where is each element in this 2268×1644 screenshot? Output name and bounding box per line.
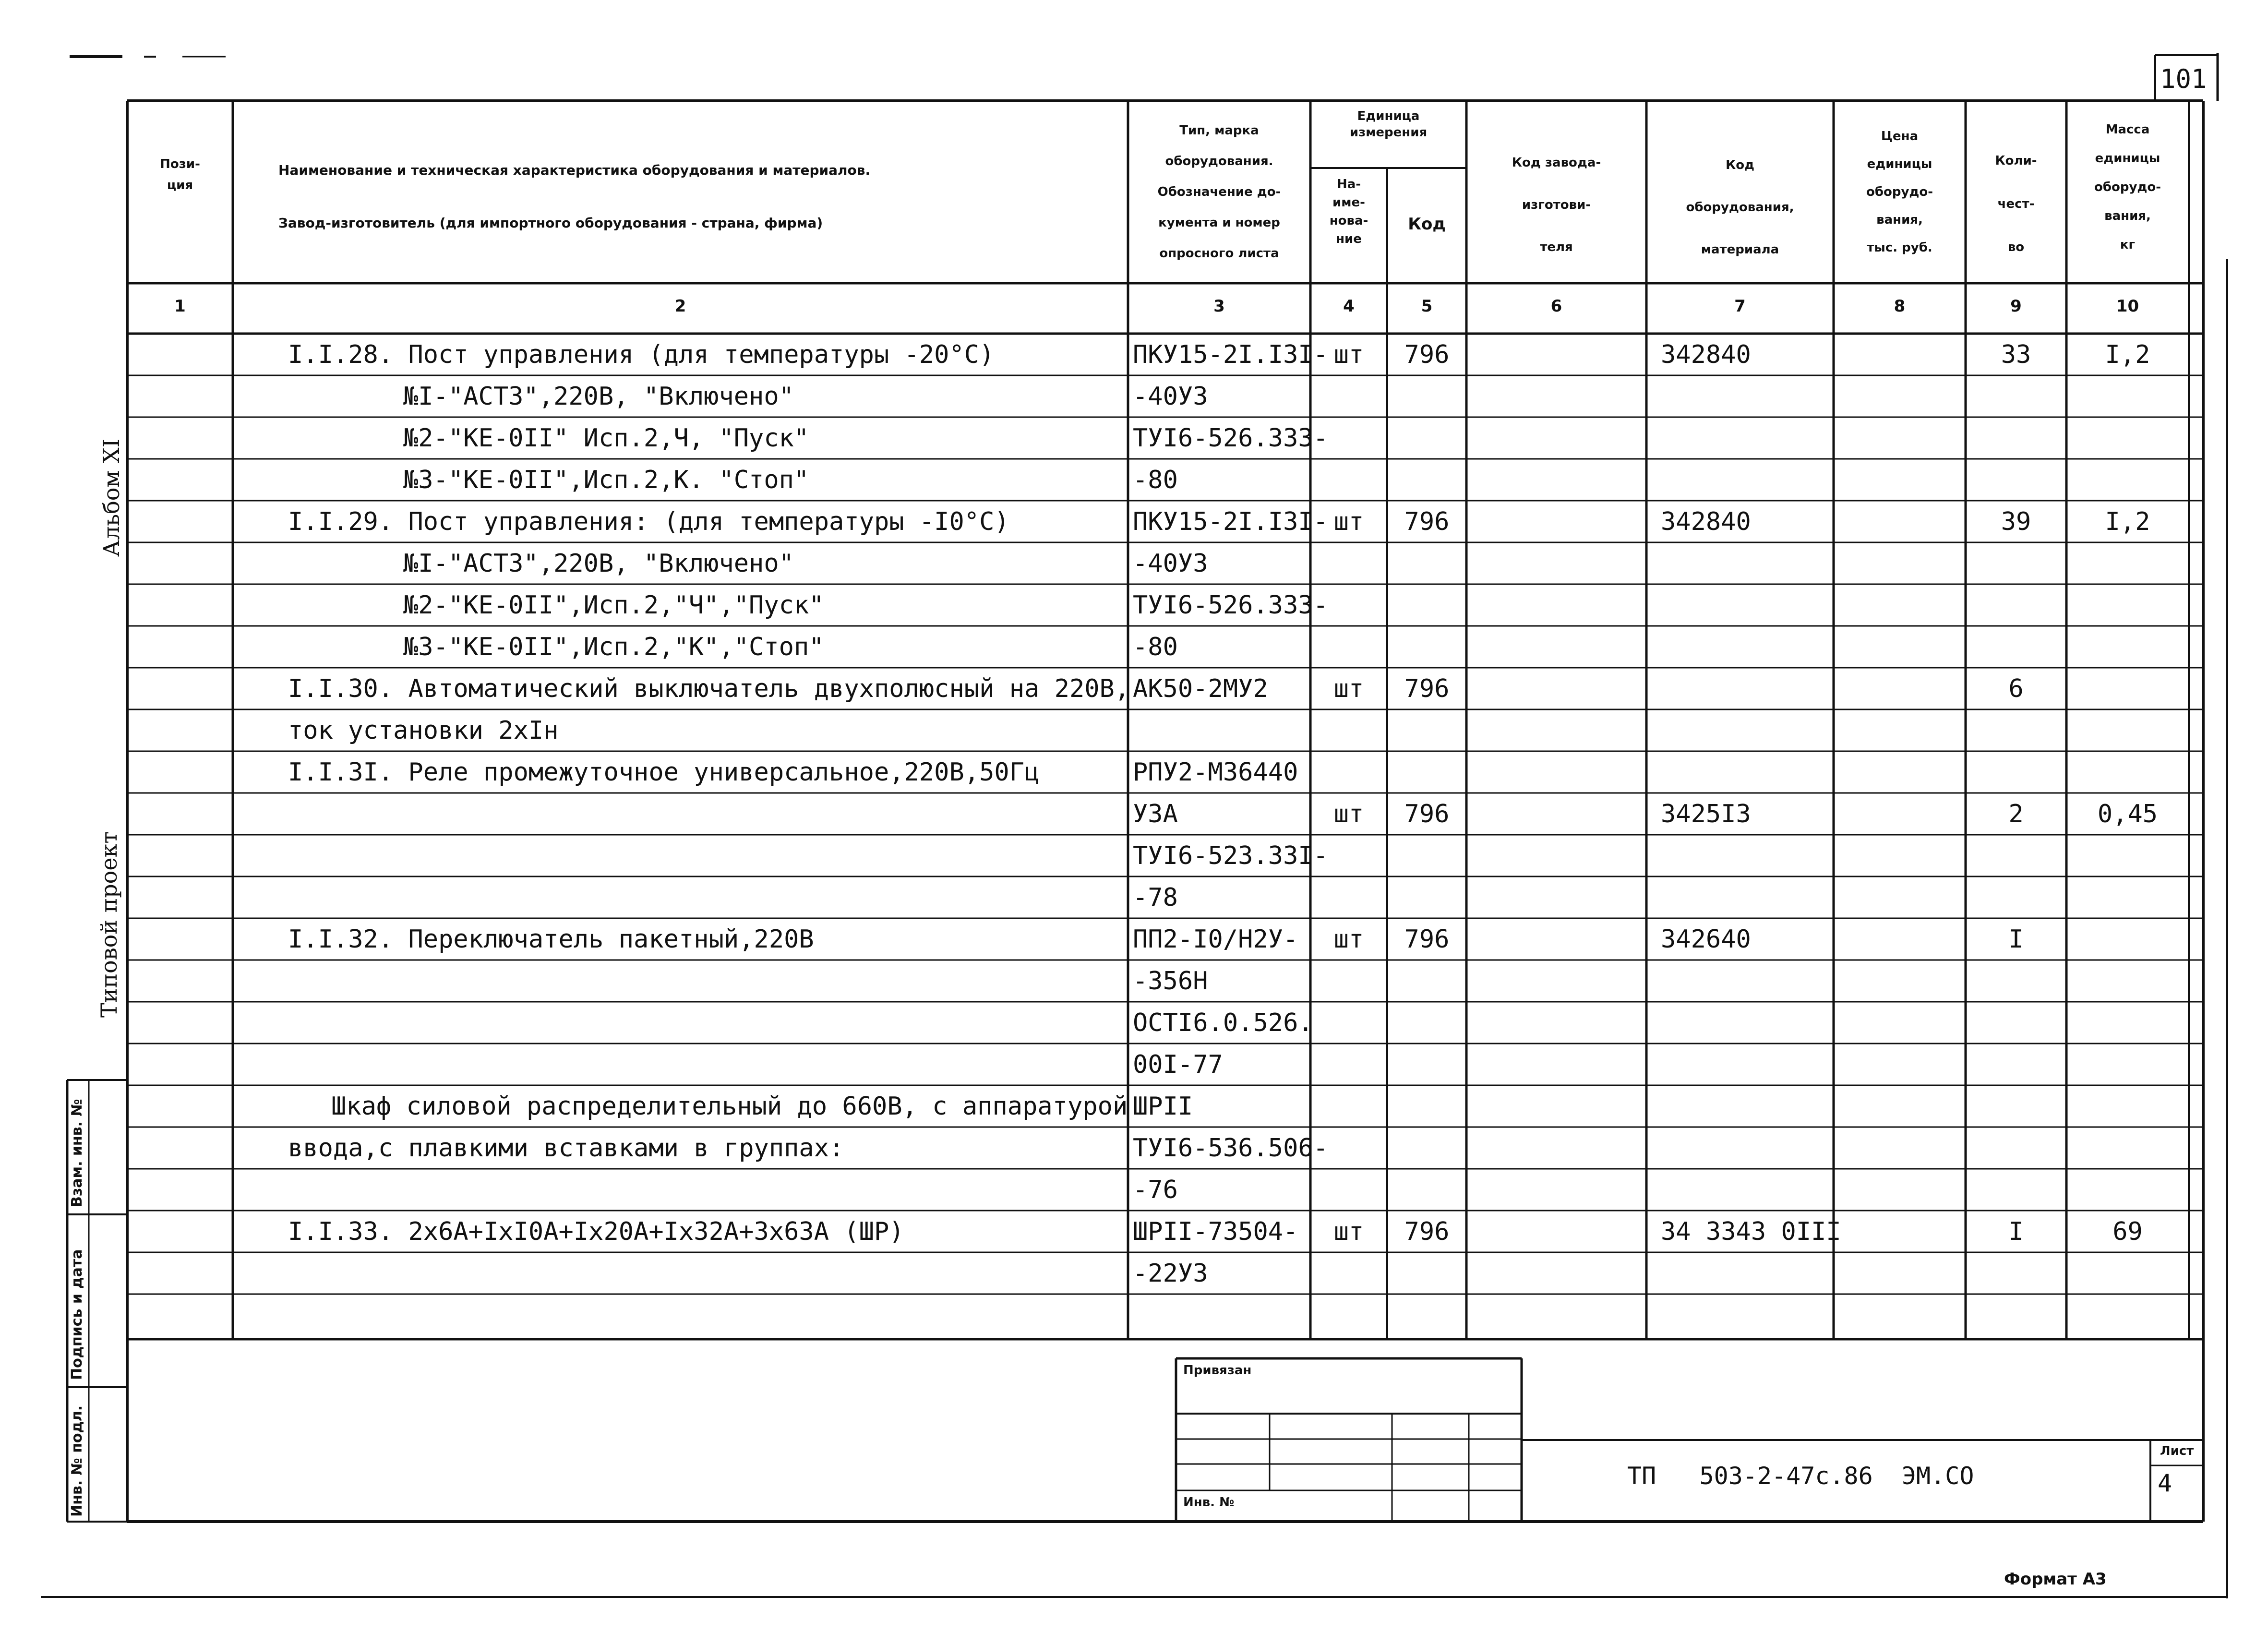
format-label: Формат А3	[2004, 1570, 2107, 1589]
row-unit: шт	[1333, 925, 1364, 954]
row-name: №2-"КЕ-0II",Исп.2,"Ч","Пуск"	[403, 591, 824, 620]
page-number: 101	[2160, 64, 2207, 94]
row-name: I.I.29. Пост управления: (для температуры -I0°С)	[288, 507, 1009, 536]
row-equip: 342840	[1661, 507, 1751, 536]
row-type: -80	[1133, 466, 1178, 494]
header-price: Цена единицы оборудо- вания, тыс. руб.	[1866, 129, 1933, 255]
row-qty: 6	[2008, 674, 2024, 703]
header-factory-code: Код завода- изготови- теля	[1512, 156, 1601, 254]
row-type: -356Н	[1133, 967, 1208, 996]
row-equip: 34 3343 0III	[1661, 1217, 1841, 1246]
row-name: №2-"КЕ-0II" Исп.2,Ч, "Пуск"	[403, 424, 809, 453]
stamp-inv-podl: Инв. № подл.	[69, 1405, 85, 1517]
row-type: -80	[1133, 633, 1178, 661]
row-name: Шкаф силовой распределительный до 660В, с аппаратурой	[331, 1092, 1128, 1121]
row-name: I.I.30. Автоматический выключатель двухполюсный на 220В,	[288, 674, 1130, 703]
column-number: 4	[1343, 297, 1355, 316]
stamp-podpis-data: Подпись и дата	[69, 1249, 85, 1380]
row-equip: 342640	[1661, 925, 1751, 954]
row-type: ШРII-73504-	[1133, 1217, 1298, 1246]
column-number: 7	[1734, 297, 1746, 316]
column-number: 9	[2010, 297, 2022, 316]
row-qty: 2	[2008, 800, 2024, 828]
row-equip: 342840	[1661, 340, 1751, 369]
column-number: 6	[1550, 297, 1562, 316]
sheet-number: 4	[2158, 1469, 2172, 1497]
row-name: №3-"КЕ-0II",Исп.2,"К","Стоп"	[403, 633, 824, 661]
row-unit: шт	[1333, 674, 1364, 703]
row-type: ШРII	[1133, 1092, 1193, 1121]
row-type: АК50-2МУ2	[1133, 674, 1268, 703]
row-type: -40УЗ	[1133, 549, 1208, 578]
row-name: I.I.32. Переключатель пакетный,220В	[288, 925, 814, 954]
row-type: ОСТI6.0.526.	[1133, 1008, 1313, 1037]
column-number: 8	[1894, 297, 1906, 316]
row-mass: 69	[2112, 1217, 2143, 1246]
row-name: I.I.33. 2х6А+IхI0А+Iх20А+Iх32А+3х63А (ШР)	[288, 1217, 904, 1246]
column-number: 1	[174, 297, 186, 316]
row-unit: шт	[1333, 340, 1364, 369]
row-type: РПУ2-М36440	[1133, 758, 1298, 787]
sheet-label: Лист	[2160, 1444, 2194, 1458]
header-unit-group: Единица измерения	[1349, 109, 1428, 140]
row-type: УЗА	[1133, 800, 1178, 828]
header-unit-code: Код	[1408, 215, 1446, 234]
row-type: -76	[1133, 1176, 1178, 1204]
row-unit: шт	[1333, 1217, 1364, 1246]
row-qty: I	[2008, 1217, 2024, 1246]
row-type: ТУI6-523.33I-	[1133, 841, 1328, 870]
row-name: ток установки 2хIн	[288, 716, 559, 745]
header-position: Пози- ция	[160, 157, 200, 192]
row-qty: 39	[2001, 507, 2031, 536]
row-type: ТУI6-526.333-	[1133, 424, 1328, 453]
row-type: ПКУ15-2I.I3I-	[1133, 507, 1328, 536]
row-mass: I,2	[2105, 340, 2150, 369]
row-code: 796	[1404, 1217, 1450, 1246]
row-code: 796	[1404, 507, 1450, 536]
row-equip: 3425I3	[1661, 800, 1751, 828]
binding-inv-label: Инв. №	[1183, 1495, 1235, 1510]
row-type: 00I-77	[1133, 1050, 1223, 1079]
document-designation: ТП 503-2-47с.86 ЭМ.СО	[1627, 1462, 1974, 1490]
row-type: ТУI6-526.333-	[1133, 591, 1328, 620]
row-name: №I-"АСТЗ",220В, "Включено"	[403, 382, 794, 411]
row-code: 796	[1404, 674, 1450, 703]
header-quantity: Коли- чест- во	[1995, 154, 2037, 254]
row-code: 796	[1404, 800, 1450, 828]
row-name: I.I.3I. Реле промежуточное универсальное,220В,50Гц	[288, 758, 1040, 787]
row-mass: I,2	[2105, 507, 2150, 536]
header-name: Наименование и техническая характеристика оборудования и материалов. Завод-изготовитель (для импортного оборудования - страна, фирма)	[278, 162, 871, 231]
column-number: 2	[674, 297, 686, 316]
column-number: 5	[1421, 297, 1433, 316]
header-equip-code: Код оборудования, материала	[1686, 158, 1794, 257]
header-unit-name: На- име- нова- ние	[1329, 177, 1368, 246]
row-type: -22УЗ	[1133, 1259, 1208, 1288]
row-name: ввода,с плавкими вставками в группах:	[288, 1134, 844, 1163]
header-type: Тип, марка оборудования. Обозначение до- кумента и номер опросного листа	[1157, 123, 1281, 261]
row-type: ПКУ15-2I.I3I-	[1133, 340, 1328, 369]
row-qty: 33	[2001, 340, 2031, 369]
row-type: -40УЗ	[1133, 382, 1208, 411]
row-type: ТУI6-536.506-	[1133, 1134, 1328, 1163]
row-unit: шт	[1333, 800, 1364, 828]
row-name: №3-"КЕ-0II",Исп.2,К. "Стоп"	[403, 466, 809, 494]
row-code: 796	[1404, 925, 1450, 954]
row-name: №I-"АСТЗ",220В, "Включено"	[403, 549, 794, 578]
row-mass: 0,45	[2097, 800, 2158, 828]
column-number: 3	[1213, 297, 1225, 316]
row-unit: шт	[1333, 507, 1364, 536]
row-type: ПП2-I0/Н2У-	[1133, 925, 1298, 954]
row-qty: I	[2008, 925, 2024, 954]
row-type: -78	[1133, 883, 1178, 912]
album-label: Альбом XI	[98, 439, 124, 557]
row-code: 796	[1404, 340, 1450, 369]
project-label: Типовой проект	[96, 831, 122, 1018]
header-mass: Масса единицы оборудо- вания, кг	[2094, 122, 2161, 252]
binding-title: Привязан	[1183, 1363, 1252, 1378]
column-number: 10	[2116, 297, 2139, 316]
stamp-vzam-inv: Взам. инв. №	[69, 1099, 85, 1207]
row-name: I.I.28. Пост управления (для температуры -20°С)	[288, 340, 995, 369]
